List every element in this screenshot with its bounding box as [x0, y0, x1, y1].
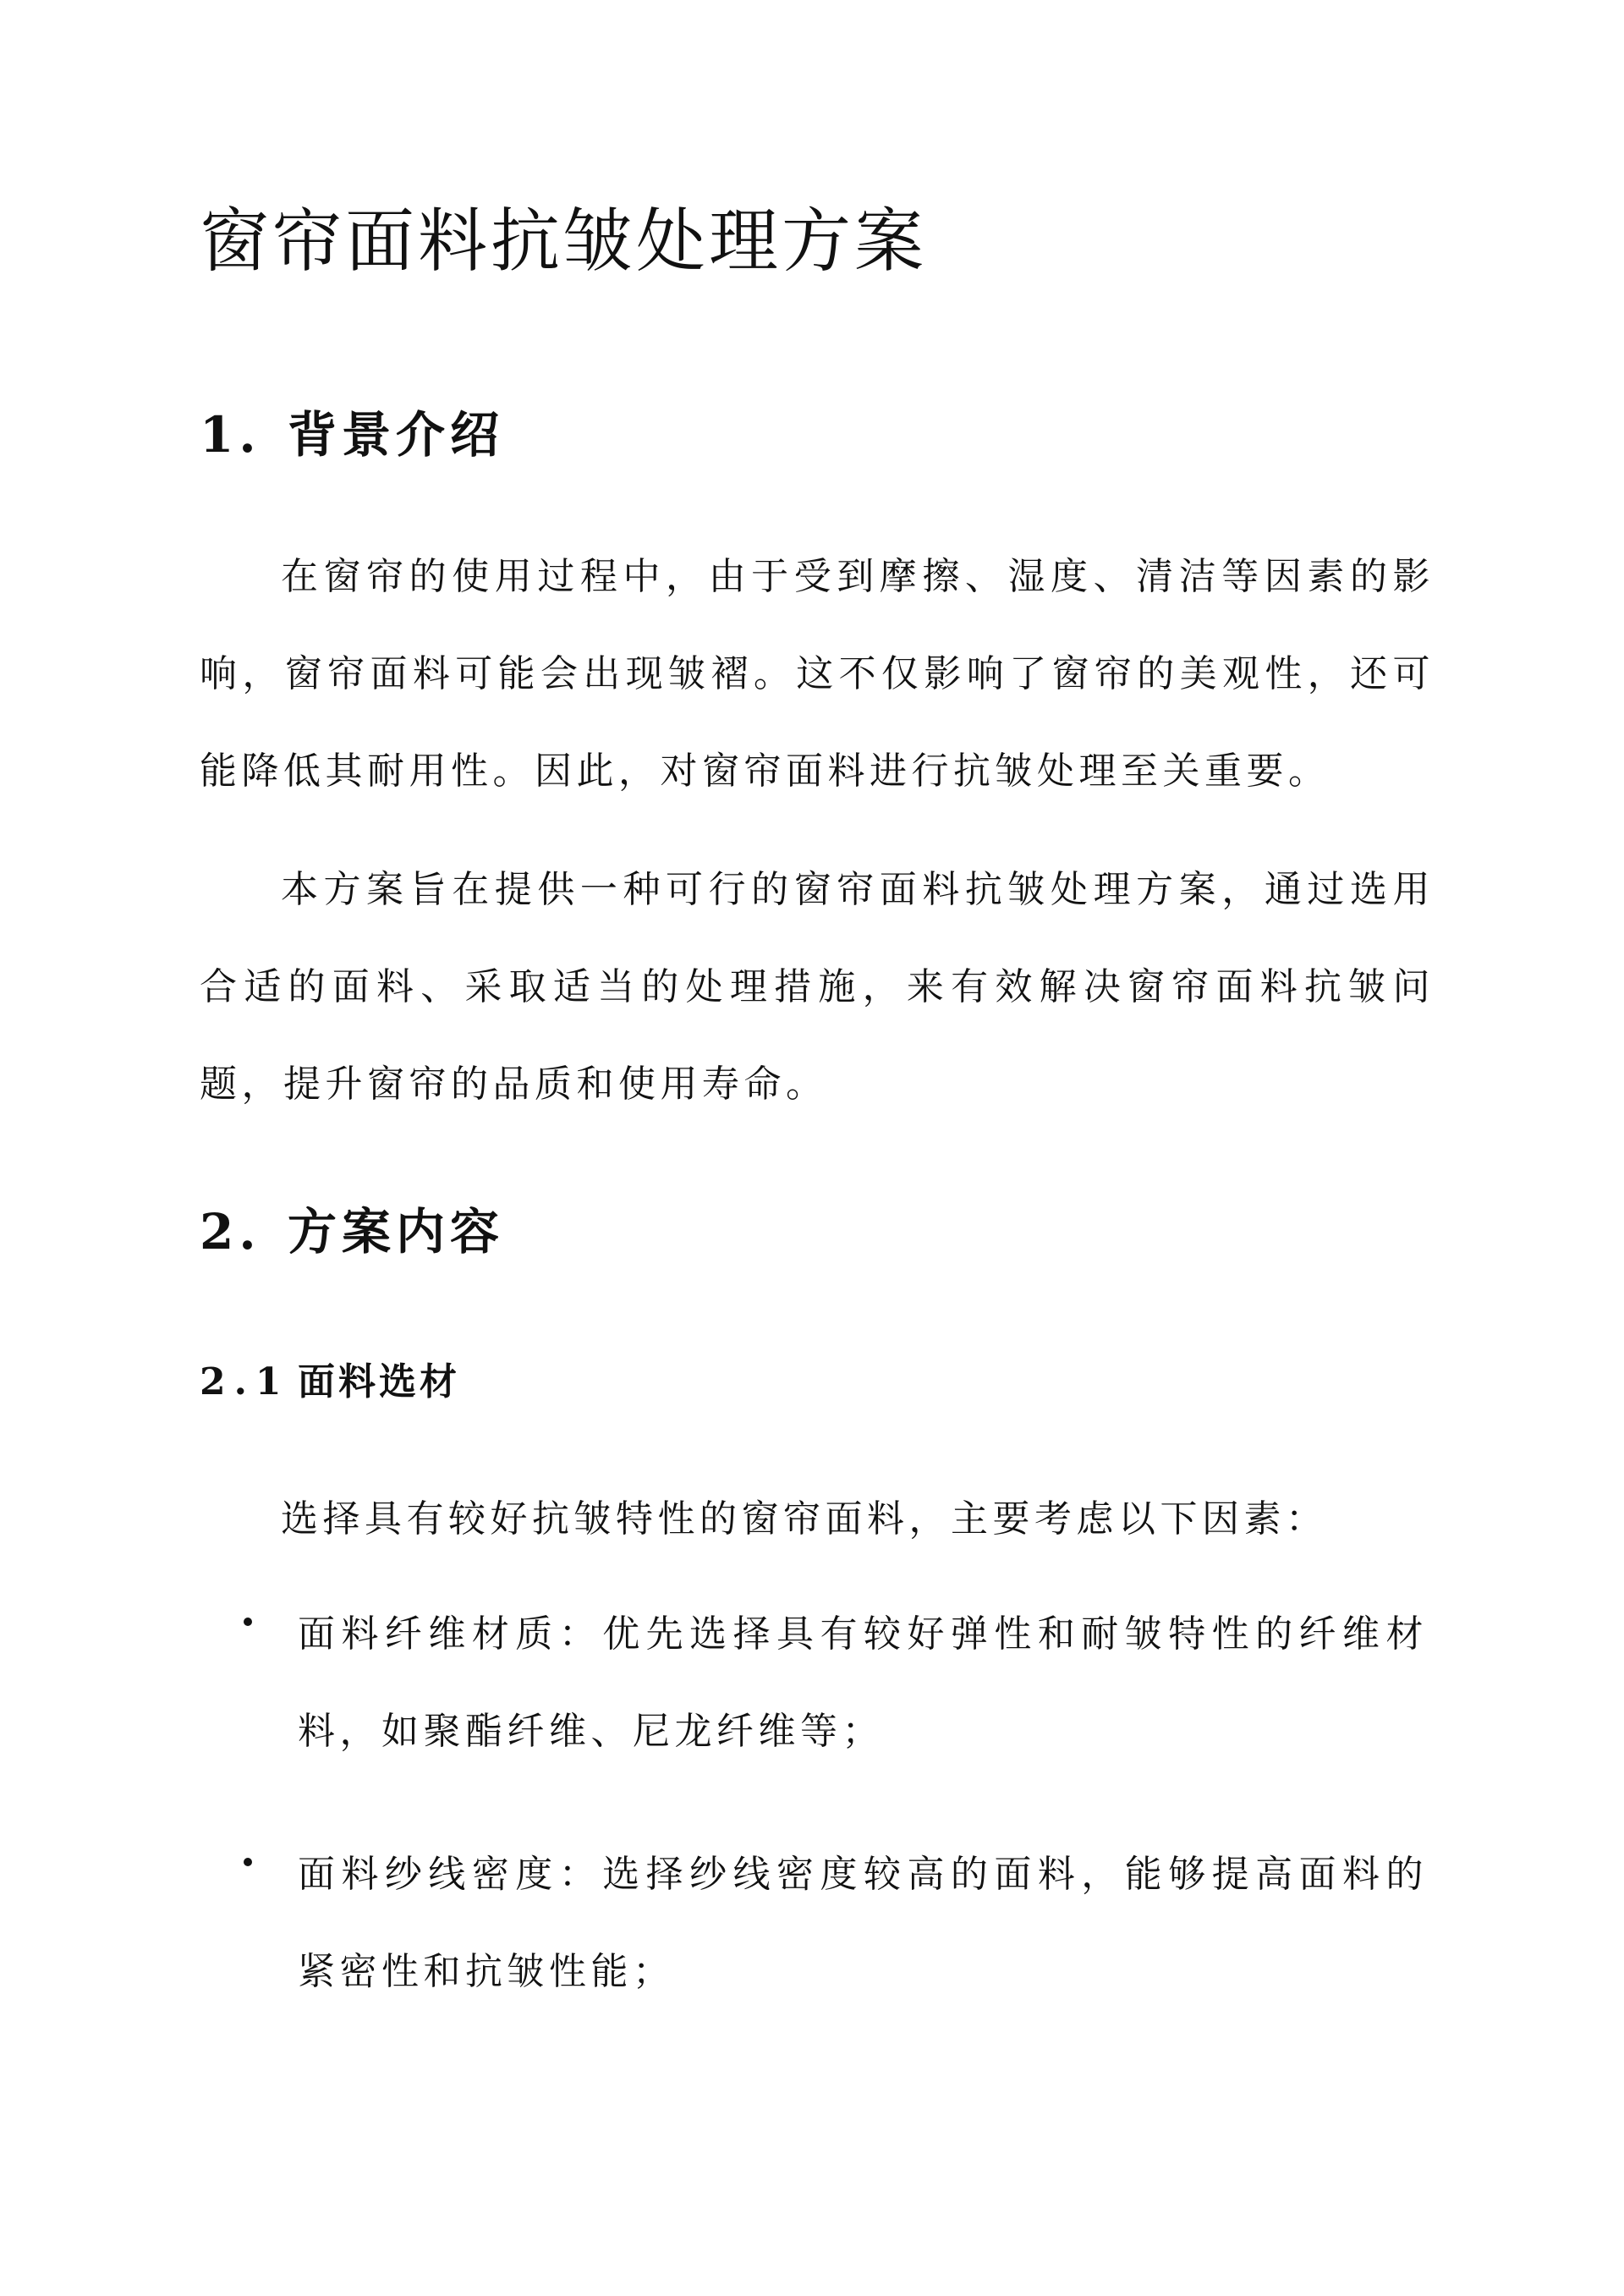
list-item-text: 面料纱线密度：选择纱线密度较高的面料，能够提高面料的紧密性和抗皱性能；	[298, 1853, 1428, 1993]
subsection-2-1-title: 面料选材	[298, 1360, 460, 1403]
list-item	[244, 1826, 1428, 2020]
subsection-2-1-heading	[200, 1357, 460, 1408]
section-2-number: 2.	[200, 1203, 261, 1261]
subsection-2-1-intro: 选择具有较好抗皱特性的窗帘面料，主要考虑以下因素：	[281, 1497, 1328, 1541]
section-1-paragraph-1: 在窗帘的使用过程中，由于受到摩擦、湿度、清洁等因素的影响，窗帘面料可能会出现皱褶。这不仅影响了窗帘的美观性，还可能降低其耐用性。因此，对窗帘面料进行抗皱处理至关重要。	[200, 555, 1435, 793]
list-item-text: 面料纤维材质：优先选择具有较好弹性和耐皱特性的纤维材料，如聚酯纤维、尼龙纤维等；	[298, 1612, 1428, 1753]
document-title: 窗帘面料抗皱处理方案	[200, 201, 928, 282]
bullet-icon	[244, 1618, 252, 1626]
bullet-icon	[244, 1858, 252, 1866]
section-1-paragraph-2: 本方案旨在提供一种可行的窗帘面料抗皱处理方案，通过选用合适的面料、采取适当的处理措施，来有效解决窗帘面料抗皱问题，提升窗帘的品质和使用寿命。	[200, 868, 1435, 1106]
section-1-heading	[200, 403, 504, 467]
section-2-title: 方案内容	[288, 1203, 505, 1261]
list-item	[244, 1585, 1428, 1780]
section-1-title: 背景介绍	[288, 406, 505, 464]
section-2-heading	[200, 1200, 504, 1264]
section-1-number: 1.	[200, 406, 261, 464]
subsection-2-1-number: 2.1	[200, 1360, 290, 1403]
